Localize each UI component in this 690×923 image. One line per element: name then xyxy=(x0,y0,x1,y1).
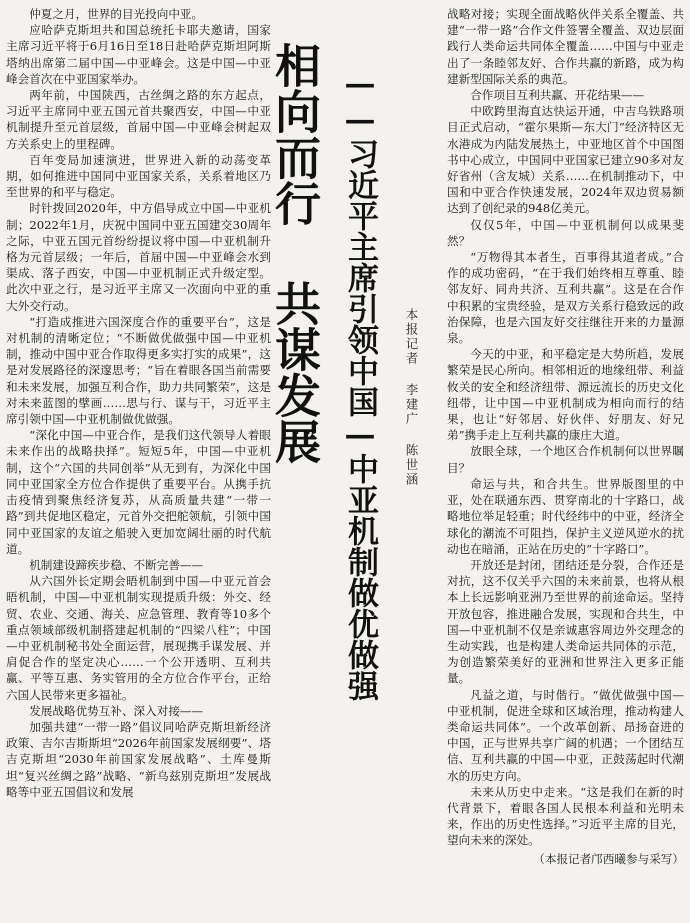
paragraph: 中欧跨里海直达快运开通，中吉乌铁路项目正式启动，“霍尔果斯—东大门”经济特区无水港成为内陆发展热土，中亚地区首个中国图书中心成立，中国同中亚国家已建立90多对友好省州（含友城）关系……在机制推动下，中国和中亚合作快速发展，2024年双边贸易额达到了创纪录的948亿美元。 xyxy=(447,104,684,216)
headline: 相向而行 共谋发展 xyxy=(268,42,322,464)
section-subheading: 机制建设蹄疾步稳、不断完善—— xyxy=(29,557,204,572)
paragraph: 仲夏之月，世界的目光投向中亚。 xyxy=(29,7,204,21)
left-text-column xyxy=(6,6,271,800)
paragraph: 放眼全球，一个地区合作机制何以世界瞩目？ xyxy=(447,444,684,475)
subheadline: ——习近平主席引领中国—中亚机制做优做强 xyxy=(342,66,378,701)
paragraph: 战略对接；实现全面战略伙伴关系全覆盖、共建“一带一路”合作文件签署全覆盖、双边层面践行人类命运共同体全覆盖……中国与中亚走出了一条睦邻友好、合作共赢的新路，成为构建新型国际关系的典范。 xyxy=(447,7,684,86)
right-text-column xyxy=(447,6,684,867)
reporter-byline: 本报记者 李建广 陈世涵 xyxy=(404,308,419,487)
paragraph: 应哈萨克斯坦共和国总统托卡耶夫邀请，国家主席习近平将于6月16日至18日赴哈萨克斯坦阿斯塔纳出席第二届中国—中亚峰会。这是中国—中亚峰会首次在中亚国家举办。 xyxy=(6,23,271,86)
paragraph: “深化中国—中亚合作，是我们这代领导人着眼未来作出的战略抉择”。短短5年，中国—中亚机制，这个“六国的共同创举”从无到有，为深化中国同中亚国家全方位合作提供了重要平台。从携手抗击疫情到聚焦经济复苏，从高质量共建“一带一路”到共促地区稳定，元首外交把舵领航，引领中国同中亚国家的友谊之船驶入更加宽阔壮丽的时代航道。 xyxy=(6,428,271,556)
paragraph: 未来从历史中走来。“这是我们在新的时代背景下，着眼各国人民根本利益和光明未来，作出的历史性选择。”习近平主席的目光，望向未来的深处。 xyxy=(447,784,684,848)
paragraph: 百年变局加速演进，世界进入新的动荡变革期，如何推进中国同中亚国家关系，关系着地区乃至世界的和平与稳定。 xyxy=(6,152,271,200)
paragraph: “打造成推进六国深度合作的重要平台”，这是对机制的清晰定位；“不断做优做强中国—中亚机制，推动中国中亚合作取得更多实打实的成果”，这是对发展路径的深邃思考；“旨在着眼各国当前需要和未来发展，加强互利合作，助力共同繁荣”，这是对未来蓝图的擘画……思与行、谋与干，习近平主席引领中国—中亚机制做优做强。 xyxy=(6,314,271,427)
paragraph: 开放还是封闭，团结还是分裂，合作还是对抗，这不仅关乎六国的未来前景，也将从根本上长远影响亚洲乃至世界的前途命运。坚持开放包容，推进融合发展，实现和合共生，中国—中亚机制不仅是亲诚惠容周边外交理念的生动实践，也是构建人类命运共同体的示范，为创造繁荣美好的亚洲和世界注入更多正能量。 xyxy=(447,557,684,686)
section-subheading: 发展战略优势互补、深入对接—— xyxy=(29,703,204,718)
paragraph: 两年前，中国陕西，古丝绸之路的东方起点，习近平主席同中亚五国元首共聚西安，中国—中亚机制提升至元首层级，首届中国—中亚峰会树起双方关系史上的里程碑。 xyxy=(6,88,271,151)
paragraph: “万物得其本者生，百事得其道者成。”合作的成功密码，“在于我们始终相互尊重、睦邻友好、同舟共济、互利共赢”。这是在合作中积累的宝贵经验，是双方关系行稳致远的政治保障，也是六国友好交往继往开来的力量源泉。 xyxy=(447,250,684,346)
paragraph: 仅仅5年，中国—中亚机制何以成果斐然？ xyxy=(447,217,684,248)
section-subheading: 合作项目互利共赢、开花结果—— xyxy=(470,88,645,103)
paragraph: 加强共建“一带一路”倡议同哈萨克斯坦新经济政策、吉尔吉斯斯坦“2026年前国家发展纲要”、塔吉克斯坦“2030年前国家发展战略”、土库曼斯坦“复兴丝绸之路”战略、“新乌兹别克斯坦”发展战略等中亚五国倡议和发展 xyxy=(6,719,271,799)
paragraph: 时针拨回2020年，中方倡导成立中国—中亚机制；2022年1月，庆祝中国同中亚五国建交30周年之际，中亚五国元首纷纷提议将中国—中亚机制升格为元首层级；一年后，首届中国—中亚峰会水到渠成、落子西安，中国—中亚机制正式升级定型。此次中亚之行，是习近平主席又一次面向中亚的重大外交行动。 xyxy=(6,201,271,313)
paragraph: 凡益之道，与时偕行。“做优做强中国—中亚机制，促进全球和区域治理，推动构建人类命运共同体”。一个改革创新、昂扬奋进的中国，正与世界共享广阔的机遇；一个团结互信、互利共赢的中国—中亚，正鼓荡起时代潮水的历史方向。 xyxy=(447,687,684,783)
paragraph: 今天的中亚，和平稳定是大势所趋，发展繁荣是民心所向。相邻相近的地缘纽带、利益攸关的安全和经济纽带、源远流长的历史文化纽带，让中国—中亚机制成为相向而行的结果，也让“好邻居、好伙伴、好朋友、好兄弟”携手走上互利共赢的康庄大道。 xyxy=(447,347,684,443)
paragraph: 从六国外长定期会晤机制到中国—中亚元首会晤机制，中国—中亚机制实现提质升级：外交、经贸、农业、交通、海关、应急管理、教育等10多个重点领域部级机制搭建起机制的“四梁八柱”；中国—中亚机制秘书处全面运营，展现携手谋发展、并肩促合作的坚定决心……一个公开透明、互利共赢、平等互惠、务实管用的全方位合作平台，正给六国人民带来更多福祉。 xyxy=(6,574,271,702)
paragraph: 命运与共，和合共生。世界版图里的中亚，处在联通东西、贯穿南北的十字路口，战略地位举足轻重；时代经纬中的中亚，经济全球化的潮流不可阻挡，保护主义逆风逆水的扰动也在暗涌，正站在历史的“十字路口”。 xyxy=(447,476,684,556)
contributor-note: （本报记者邝西曦参与采写） xyxy=(533,851,684,866)
